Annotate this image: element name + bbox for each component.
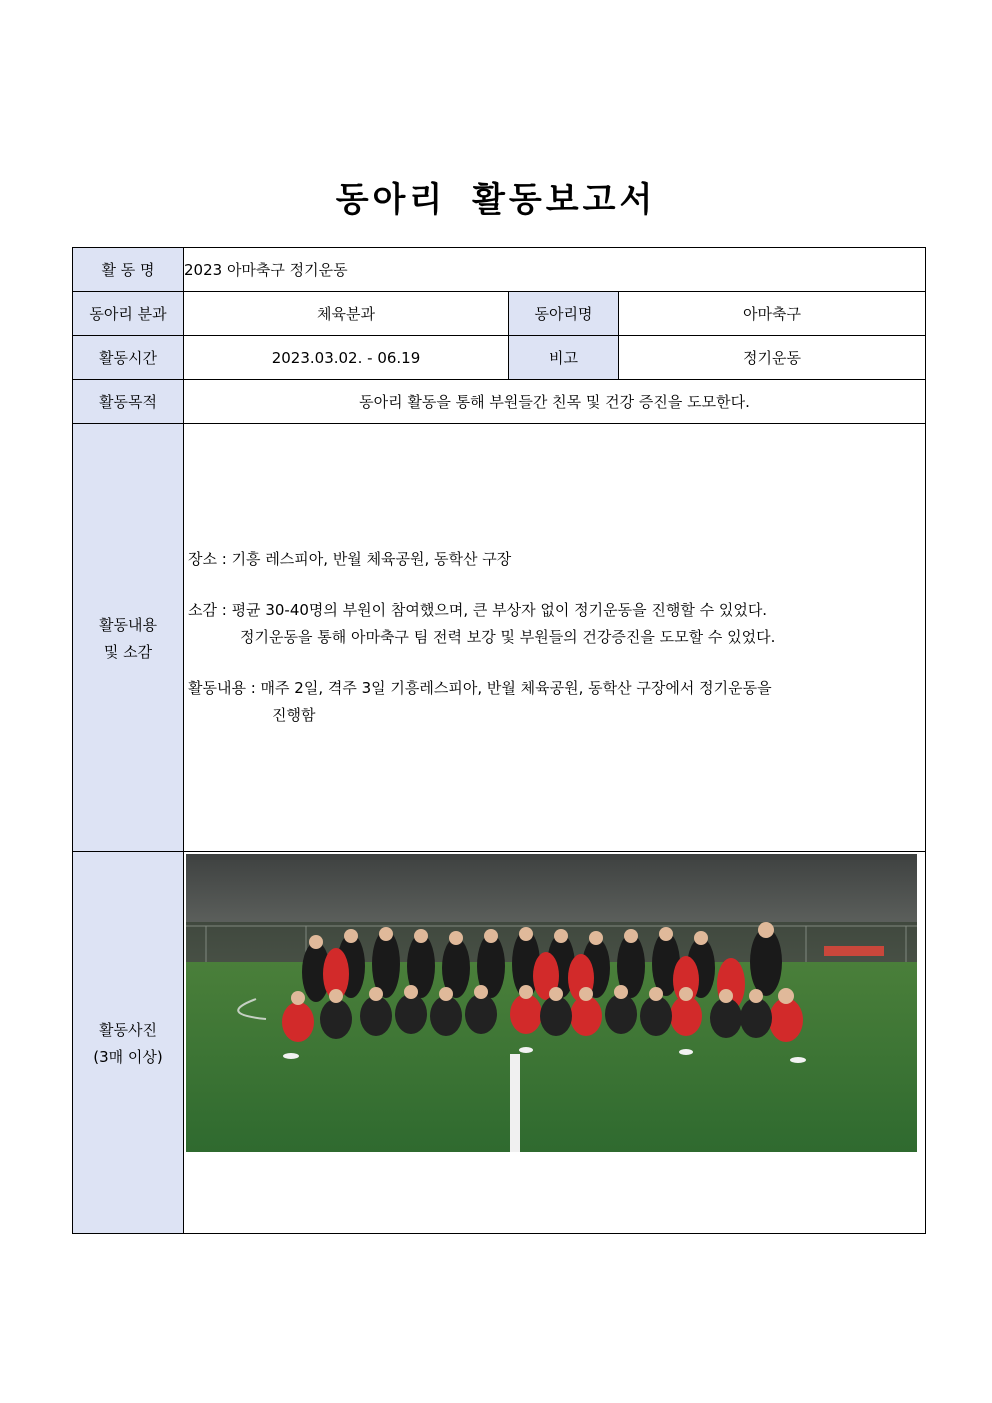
team-photo — [186, 854, 917, 1152]
photo-label-line1: 활동사진 — [99, 1020, 157, 1039]
note-label: 비고 — [509, 336, 619, 380]
photo-label — [73, 852, 184, 1234]
purpose-label: 활동목적 — [73, 380, 184, 424]
time-label: 활동시간 — [73, 336, 184, 380]
purpose-value: 동아리 활동을 통해 부원들간 친목 및 건강 증진을 도모한다. — [184, 380, 926, 424]
activity-name-value: 2023 아마축구 정기운동 — [184, 248, 926, 292]
content-place: 장소 : 기흥 레스피아, 반월 체육공원, 동학산 구장 — [188, 550, 512, 568]
content-label-line2: 및 소감 — [103, 642, 153, 661]
content-label-line1: 활동내용 — [99, 615, 157, 634]
club-name-label: 동아리명 — [509, 292, 619, 336]
content-activity-line2: 진행함 — [272, 706, 316, 724]
row-purpose — [73, 380, 926, 424]
time-value: 2023.03.02. - 06.19 — [184, 336, 509, 380]
content-impression-line1: 소감 : 평균 30-40명의 부원이 참여했으며, 큰 부상자 없이 정기운동을 진행할 수 있었다. — [188, 601, 768, 619]
row-content — [73, 424, 926, 852]
photo-cell — [184, 852, 926, 1234]
note-value: 정기운동 — [619, 336, 926, 380]
content-cell — [184, 424, 926, 852]
row-activity-name — [73, 248, 926, 292]
row-division — [73, 292, 926, 336]
content-impression-line2: 정기운동을 통해 아마축구 팀 전력 보강 및 부원들의 건강증진을 도모할 수 있었다. — [240, 628, 776, 646]
content-activity-line1: 활동내용 : 매주 2일, 격주 3일 기흥레스피아, 반월 체육공원, 동학산 구장에서 정기운동을 — [188, 679, 772, 697]
photo-label-line2: (3매 이상) — [93, 1047, 163, 1066]
report-table — [72, 247, 926, 1234]
row-time — [73, 336, 926, 380]
row-photo — [73, 852, 926, 1234]
page-title: 동아리 활동보고서 — [335, 180, 657, 220]
content-label — [73, 424, 184, 852]
division-label: 동아리 분과 — [73, 292, 184, 336]
activity-name-label: 활 동 명 — [73, 248, 184, 292]
division-value: 체육분과 — [184, 292, 509, 336]
club-name-value: 아마축구 — [619, 292, 926, 336]
